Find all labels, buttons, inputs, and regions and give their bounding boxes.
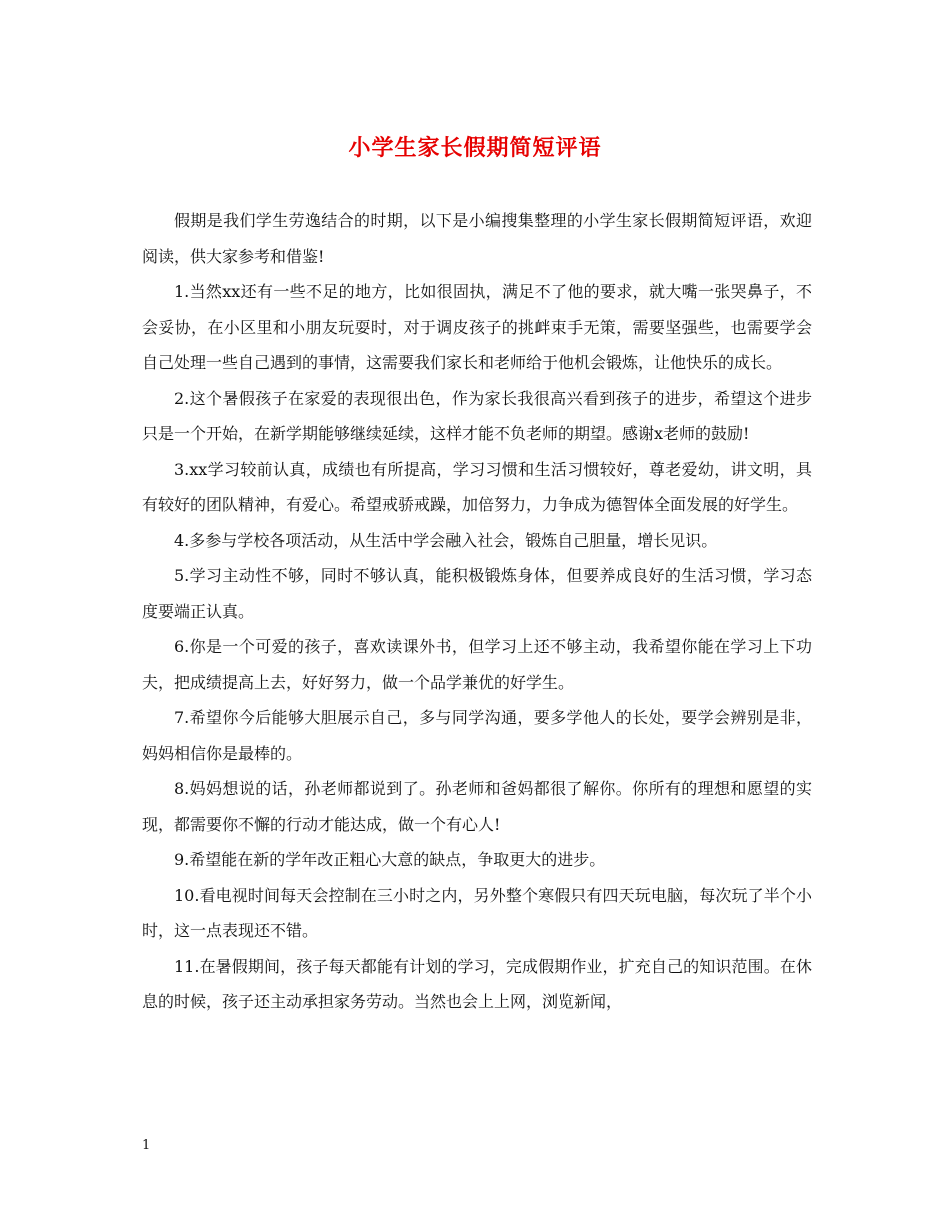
comment-paragraph-6: 6.你是一个可爱的孩子，喜欢读课外书，但学习上还不够主动，我希望你能在学习上下功夫，把成绩提高上去，好好努力，做一个品学兼优的好学生。 [142,637,812,692]
comment-paragraph-7: 7.希望你今后能够大胆展示自己，多与同学沟通，要多学他人的长处，要学会辨别是非，妈妈相信你是最棒的。 [142,708,812,763]
comment-paragraph-9: 9.希望能在新的学年改正粗心大意的缺点，争取更大的进步。 [174,850,606,869]
comment-paragraph-2: 2.这个暑假孩子在家爱的表现很出色，作为家长我很高兴看到孩子的进步，希望这个进步只是一个开始，在新学期能够继续延续，这样才能不负老师的期望。感谢x老师的鼓励! [142,388,812,443]
comment-paragraph-8: 8.妈妈想说的话，孙老师都说到了。孙老师和爸妈都很了解你。你所有的理想和愿望的实现，都需要你不懈的行动才能达成，做一个有心人! [142,779,812,834]
comment-paragraph-1: 1.当然xx还有一些不足的地方，比如很固执，满足不了他的要求，就大嘴一张哭鼻子，不会妥协，在小区里和小朋友玩耍时，对于调皮孩子的挑衅束手无策，需要坚强些，也需要学会自己处理一些自己遇到的事情，这需要我们家长和老师给于他机会锻炼，让他快乐的成长。 [142,282,812,372]
comment-paragraph-10: 10.看电视时间每天会控制在三小时之内，另外整个寒假只有四天玩电脑，每次玩了半个小时，这一点表现还不错。 [142,885,812,940]
intro-paragraph: 假期是我们学生劳逸结合的时期，以下是小编搜集整理的小学生家长假期简短评语，欢迎阅读，供大家参考和借鉴! [142,211,812,266]
page-number: 1 [142,1138,151,1153]
document-body [142,203,812,1020]
comment-paragraph-3: 3.xx学习较前认真，成绩也有所提高，学习习惯和生活习惯较好，尊老爱幼，讲文明，具有较好的团队精神，有爱心。希望戒骄戒躁，加倍努力，力争成为德智体全面发展的好学生。 [142,459,812,514]
document-title: 小学生家长假期简短评语 [348,135,602,161]
comment-paragraph-11: 11.在暑假期间，孩子每天都能有计划的学习，完成假期作业，扩充自己的知识范围。在休息的时候，孩子还主动承担家务劳动。当然也会上上网，浏览新闻， [142,956,812,1011]
comment-paragraph-5: 5.学习主动性不够，同时不够认真，能积极锻炼身体，但要养成良好的生活习惯，学习态度要端正认真。 [142,566,812,621]
comment-paragraph-4: 4.多参与学校各项活动，从生活中学会融入社会，锻炼自己胆量，增长见识。 [174,530,718,550]
